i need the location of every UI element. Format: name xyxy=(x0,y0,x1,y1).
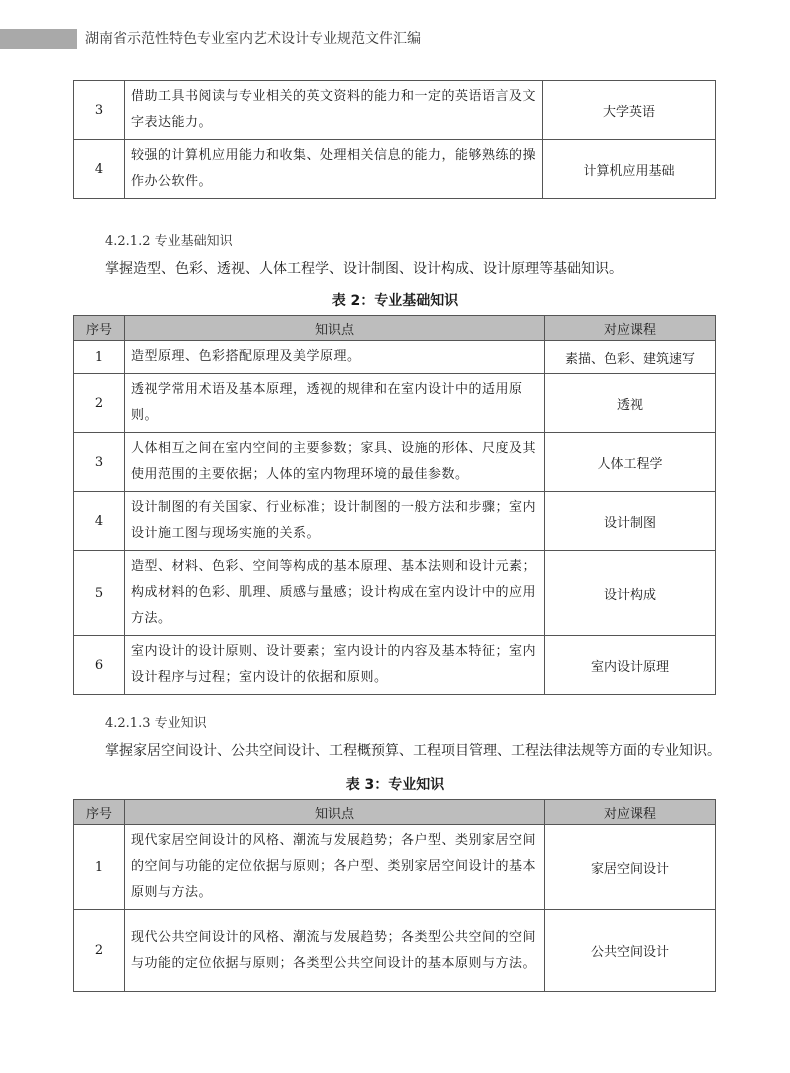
knowledge-cell: 借助工具书阅读与专业相关的英文资料的能力和一定的英语语言及文字表达能力。 xyxy=(125,81,543,140)
course-cell: 计算机应用基础 xyxy=(543,140,716,199)
table-row xyxy=(74,551,716,636)
table-row xyxy=(74,433,716,492)
column-header-number: 序号 xyxy=(74,316,125,341)
page-header-title: 湖南省示范性特色专业室内艺术设计专业规范文件汇编 xyxy=(85,31,421,47)
knowledge-cell: 现代家居空间设计的风格、潮流与发展趋势；各户型、类别家居空间的空间与功能的定位依据与原则；各户型、类别家居空间设计的基本原则与方法。 xyxy=(125,825,545,910)
course-cell: 大学英语 xyxy=(543,81,716,140)
course-cell: 设计制图 xyxy=(545,492,716,551)
knowledge-cell: 较强的计算机应用能力和收集、处理相关信息的能力，能够熟练的操作办公软件。 xyxy=(125,140,543,199)
section-heading: 4.2.1.2 专业基础知识 xyxy=(105,234,233,249)
table-caption: 表 2：专业基础知识 xyxy=(331,293,459,309)
knowledge-cell: 设计制图的有关国家、行业标准；设计制图的一般方法和步骤；室内设计施工图与现场实施的关系。 xyxy=(125,492,545,551)
row-number: 2 xyxy=(74,374,125,433)
course-cell: 公共空间设计 xyxy=(545,910,716,992)
header-bar xyxy=(0,29,77,49)
row-number: 5 xyxy=(74,551,125,636)
table-row xyxy=(74,910,716,992)
table-row xyxy=(74,81,716,140)
course-cell: 透视 xyxy=(545,374,716,433)
table-row xyxy=(74,374,716,433)
column-header-number: 序号 xyxy=(74,800,125,825)
column-header-course: 对应课程 xyxy=(545,800,716,825)
table-2 xyxy=(73,315,716,695)
section-paragraph: 掌握造型、色彩、透视、人体工程学、设计制图、设计构成、设计原理等基础知识。 xyxy=(105,261,623,277)
course-cell: 设计构成 xyxy=(545,551,716,636)
table-row xyxy=(74,140,716,199)
row-number: 1 xyxy=(74,825,125,910)
knowledge-cell: 现代公共空间设计的风格、潮流与发展趋势；各类型公共空间的空间与功能的定位依据与原则；各类型公共空间设计的基本原则与方法。 xyxy=(125,910,545,992)
course-cell: 人体工程学 xyxy=(545,433,716,492)
knowledge-cell: 人体相互之间在室内空间的主要参数；家具、设施的形体、尺度及其使用范围的主要依据；人体的室内物理环境的最佳参数。 xyxy=(125,433,545,492)
column-header-course: 对应课程 xyxy=(545,316,716,341)
table-header-row xyxy=(74,800,716,825)
section-paragraph: 掌握家居空间设计、公共空间设计、工程概预算、工程项目管理、工程法律法规等方面的专业知识。 xyxy=(105,743,721,759)
table-row xyxy=(74,341,716,374)
row-number: 4 xyxy=(74,140,125,199)
row-number: 6 xyxy=(74,636,125,695)
course-cell: 室内设计原理 xyxy=(545,636,716,695)
table-row xyxy=(74,492,716,551)
table-header-row xyxy=(74,316,716,341)
row-number: 1 xyxy=(74,341,125,374)
course-cell: 素描、色彩、建筑速写 xyxy=(545,341,716,374)
row-number: 3 xyxy=(74,433,125,492)
table-3 xyxy=(73,799,716,992)
course-cell: 家居空间设计 xyxy=(545,825,716,910)
knowledge-cell: 透视学常用术语及基本原理，透视的规律和在室内设计中的适用原则。 xyxy=(125,374,545,433)
knowledge-cell: 造型原理、色彩搭配原理及美学原理。 xyxy=(125,341,545,374)
table-row xyxy=(74,636,716,695)
column-header-knowledge: 知识点 xyxy=(125,800,545,825)
row-number: 2 xyxy=(74,910,125,992)
section-heading: 4.2.1.3 专业知识 xyxy=(105,716,207,731)
row-number: 4 xyxy=(74,492,125,551)
column-header-knowledge: 知识点 xyxy=(125,316,545,341)
table-row xyxy=(74,825,716,910)
row-number: 3 xyxy=(74,81,125,140)
knowledge-cell: 造型、材料、色彩、空间等构成的基本原理、基本法则和设计元素；构成材料的色彩、肌理、质感与量感；设计构成在室内设计中的应用方法。 xyxy=(125,551,545,636)
table-caption: 表 3：专业知识 xyxy=(345,777,445,793)
table-1 xyxy=(73,80,716,199)
knowledge-cell: 室内设计的设计原则、设计要素；室内设计的内容及基本特征；室内设计程序与过程；室内设计的依据和原则。 xyxy=(125,636,545,695)
